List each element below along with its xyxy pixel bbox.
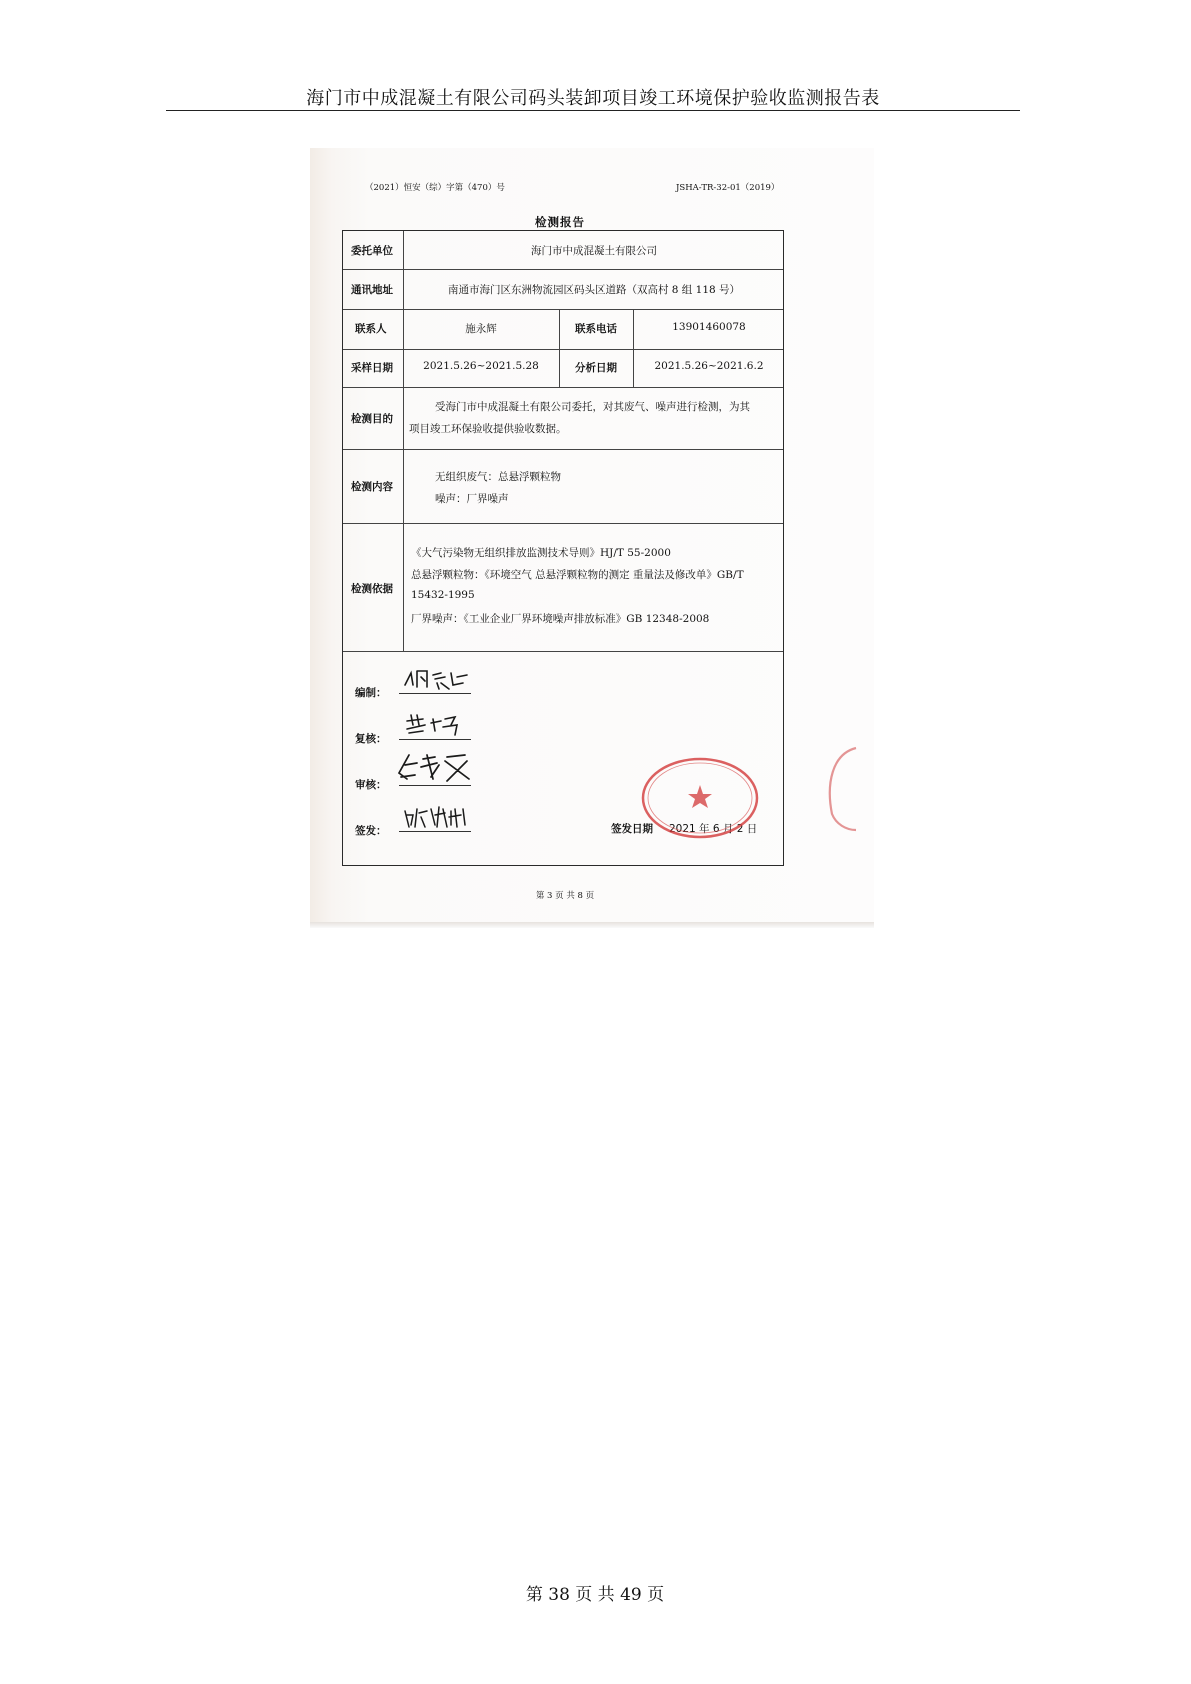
contact-label: 联系人 [355,323,387,335]
row-divider [343,387,783,388]
basis-label: 检测依据 [351,583,393,595]
row-divider [343,269,783,270]
page-header-title: 海门市中成混凝土有限公司码头装卸项目竣工环境保护验收监测报告表 [306,88,880,109]
scan-page-indicator: 第 3 页 共 8 页 [535,891,595,901]
row-divider [343,651,783,652]
audit-label: 审核： [355,779,387,791]
compile-label: 编制： [355,687,387,699]
document-number: （2021）恒安（综）字第（470）号 [365,183,505,193]
company-seal [639,755,761,845]
review-label: 复核： [355,733,387,745]
phone-value: 13901460078 [672,321,746,333]
row-divider [343,523,783,524]
audit-underline [399,785,471,786]
basis-line-1: 《大气污染物无组织排放监测技术导则》HJ/T 55-2000 [411,547,671,559]
form-number: JSHA-TR-32-01（2019） [676,183,780,193]
issue-date-value: 2021 年 6 月 2 日 [669,823,758,835]
purpose-line-2: 项目竣工环保验收提供验收数据。 [409,423,567,435]
row-divider [343,349,783,350]
client-value: 海门市中成混凝土有限公司 [531,245,657,257]
page-footer: 第 38 页 共 49 页 [525,1585,665,1605]
analysis-date-label: 分析日期 [575,362,617,374]
review-underline [399,739,471,740]
client-label: 委托单位 [351,245,393,257]
row-divider [343,449,783,450]
address-label: 通讯地址 [351,284,393,296]
audit-signature [395,751,473,789]
content-label: 检测内容 [351,481,393,493]
scan-shadow [310,922,874,928]
basis-line-2: 总悬浮颗粒物：《环境空气 总悬浮颗粒物的测定 重量法及修改单》GB/T [411,569,744,581]
compile-underline [399,693,471,694]
content-line-2: 噪声：厂界噪声 [435,493,509,505]
partial-seal [822,744,858,838]
sampling-date-label: 采样日期 [351,362,393,374]
issue-underline [399,831,471,832]
address-value: 南通市海门区东洲物流园区码头区道路（双高村 8 组 118 号） [447,284,741,296]
header-rule [166,110,1020,111]
sampling-date-value: 2021.5.26~2021.5.28 [423,360,539,372]
analysis-date-value: 2021.5.26~2021.6.2 [654,360,764,372]
issue-label: 签发： [355,825,387,837]
purpose-label: 检测目的 [351,413,393,425]
phone-label: 联系电话 [575,323,617,335]
issue-date-label: 签发日期 [611,823,653,835]
content-line-1: 无组织废气：总悬浮颗粒物 [435,471,561,483]
basis-line-4: 厂界噪声：《工业企业厂界环境噪声排放标准》GB 12348-2008 [411,613,710,625]
contact-value: 施永辉 [465,323,497,335]
basis-line-3: 15432-1995 [411,589,475,601]
report-table [342,230,784,866]
row-divider [343,309,783,310]
purpose-line-1: 受海门市中成混凝土有限公司委托，对其废气、噪声进行检测，为其 [435,401,750,413]
report-title: 检测报告 [535,215,585,229]
